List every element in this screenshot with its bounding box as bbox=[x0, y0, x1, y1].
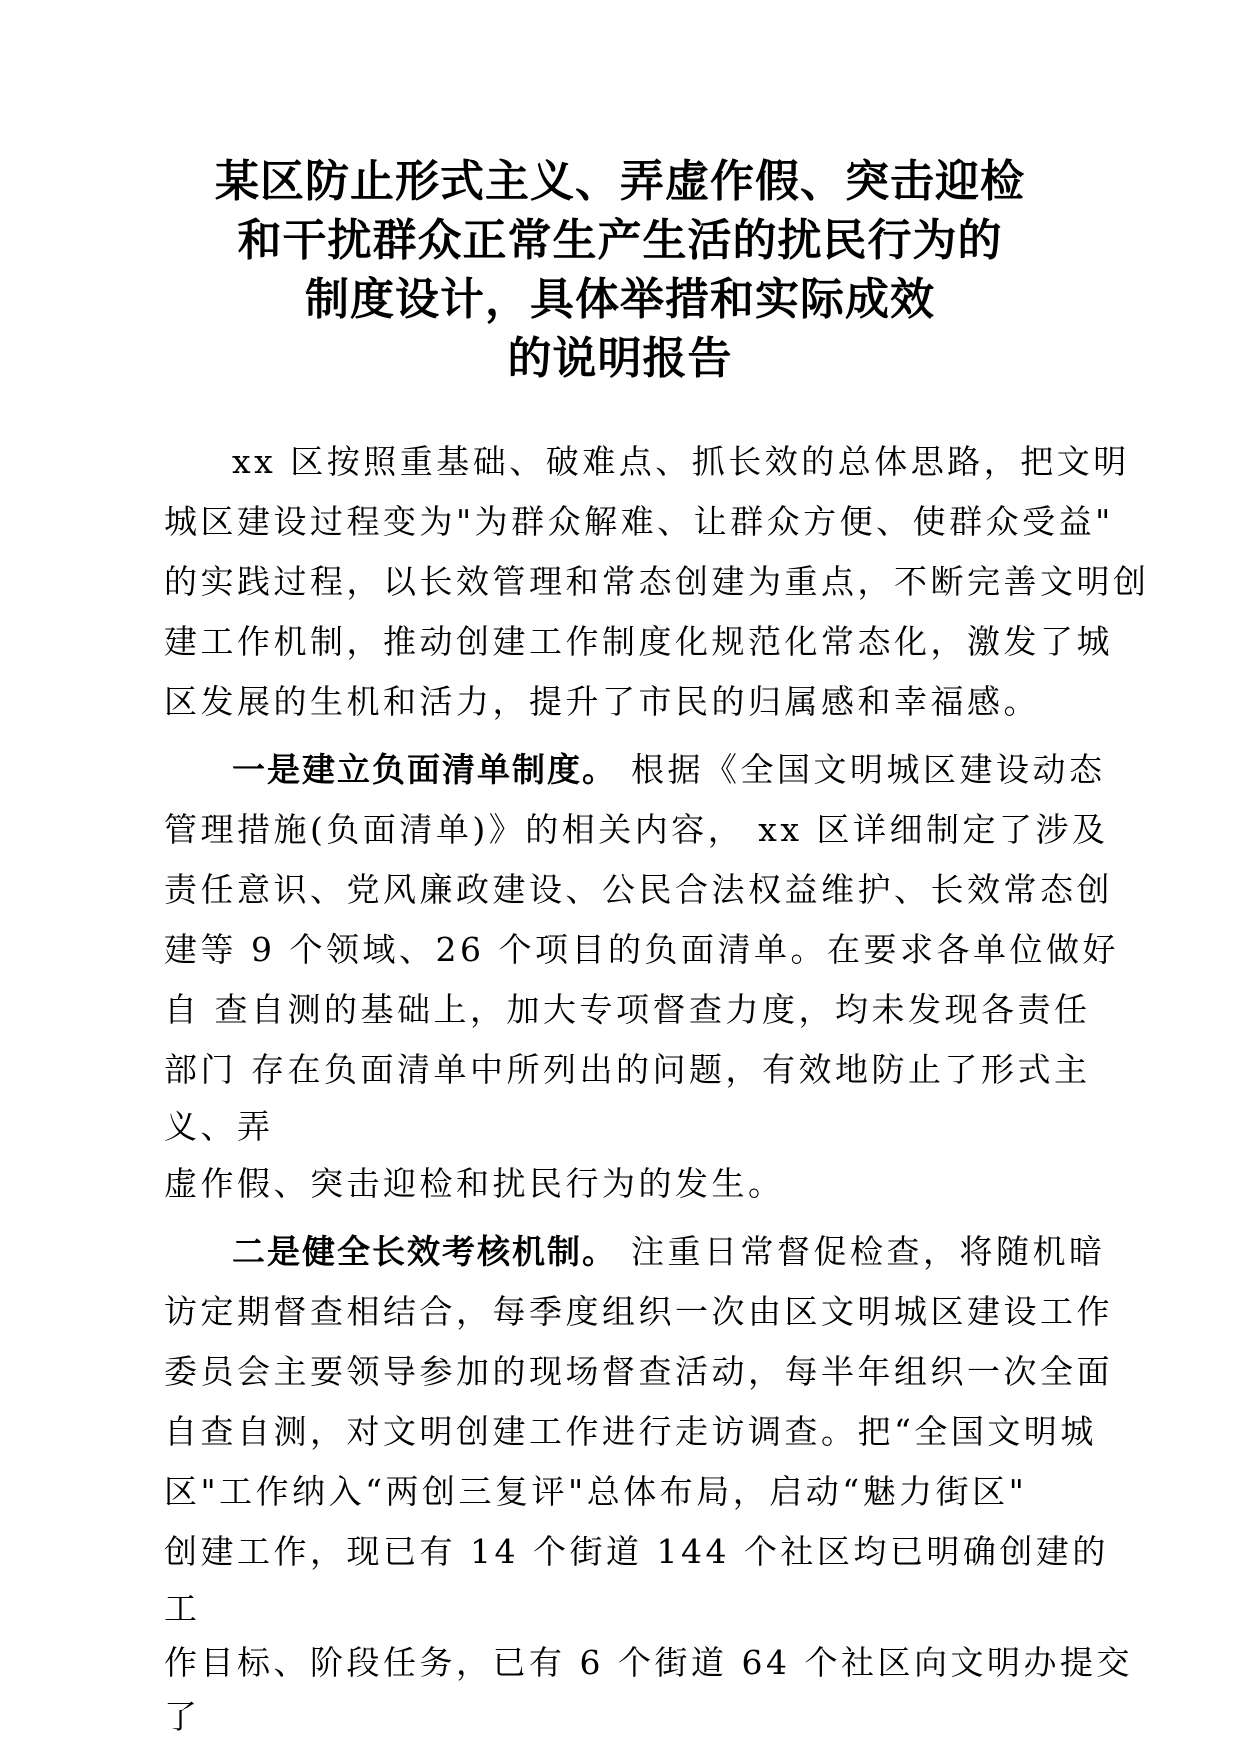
text-line bbox=[164, 1222, 1106, 1282]
title-line: 的说明报告 bbox=[507, 333, 733, 384]
text-line: 委员会主要领导参加的现场督查活动，每半年组织一次全面 bbox=[164, 1352, 1113, 1391]
text-line: 自 查自测的基础上，加大专项督查力度，均未发现各责任 bbox=[164, 990, 1091, 1029]
section-heading: 二是健全长效考核机制。 bbox=[232, 1232, 617, 1271]
text-line: 责任意识、党风廉政建设、公民合法权益维护、长效常态创 bbox=[164, 870, 1113, 909]
text-line: 区发展的生机和活力，提升了市民的归属感和幸福感。 bbox=[164, 682, 1040, 721]
text-line: 区"工作纳入“两创三复评"总体布局，启动“魅力街区" bbox=[164, 1472, 1028, 1511]
text-line: 自查自测，对文明创建工作进行走访调查。把“全国文明城 bbox=[164, 1412, 1097, 1451]
document-title bbox=[0, 152, 1240, 388]
paragraph-negative-list bbox=[164, 740, 1119, 1214]
text-line bbox=[164, 740, 1106, 800]
text-line: 工 bbox=[164, 1589, 201, 1628]
text-line: 的实践过程，以长效管理和常态创建为重点，不断完善文明创 bbox=[164, 562, 1150, 601]
paragraph-intro bbox=[164, 432, 1150, 732]
text-line: 管理措施(负面清单)》的相关内容， xx 区详细制定了涉及 bbox=[164, 810, 1109, 849]
document-body bbox=[164, 432, 1150, 1752]
text-line: 建等 9 个领域、26 个项目的负面清单。在要求各单位做好 bbox=[164, 930, 1119, 969]
text-fragment: 注重日常督促检查，将随机暗 bbox=[617, 1232, 1106, 1271]
paragraph-assessment bbox=[164, 1222, 1133, 1744]
text-line: 访定期督查相结合，每季度组织一次由区文明城区建设工作 bbox=[164, 1292, 1113, 1331]
text-line: xx 区按照重基础、破难点、抓长效的总体思路，把文明 bbox=[232, 442, 1130, 481]
text-line: 城区建设过程变为"为群众解难、让群众方便、使群众受益" bbox=[164, 502, 1114, 541]
title-line: 某区防止形式主义、弄虚作假、突击迎检 bbox=[215, 156, 1025, 207]
text-line: 部门 存在负面清单中所列出的问题，有效地防止了形式主 bbox=[164, 1050, 1091, 1089]
text-line: 建工作机制，推动创建工作制度化规范化常态化，激发了城 bbox=[164, 622, 1113, 661]
text-fragment: 根据《全国文明城区建设动态 bbox=[617, 750, 1106, 789]
text-line: 作目标、阶段任务，已有 6 个街道 64 个社区向文明办提交 bbox=[164, 1643, 1133, 1682]
text-line: 义、弄 bbox=[164, 1107, 274, 1146]
text-line: 了 bbox=[164, 1697, 201, 1736]
title-line: 和干扰群众正常生产生活的扰民行为的 bbox=[237, 215, 1003, 266]
text-line: 创建工作，现已有 14 个街道 144 个社区均已明确创建的 bbox=[164, 1532, 1109, 1571]
title-line: 制度设计，具体举措和实际成效 bbox=[305, 274, 935, 325]
text-line: 虚作假、突击迎检和扰民行为的发生。 bbox=[164, 1164, 785, 1203]
section-heading: 一是建立负面清单制度。 bbox=[232, 750, 617, 789]
